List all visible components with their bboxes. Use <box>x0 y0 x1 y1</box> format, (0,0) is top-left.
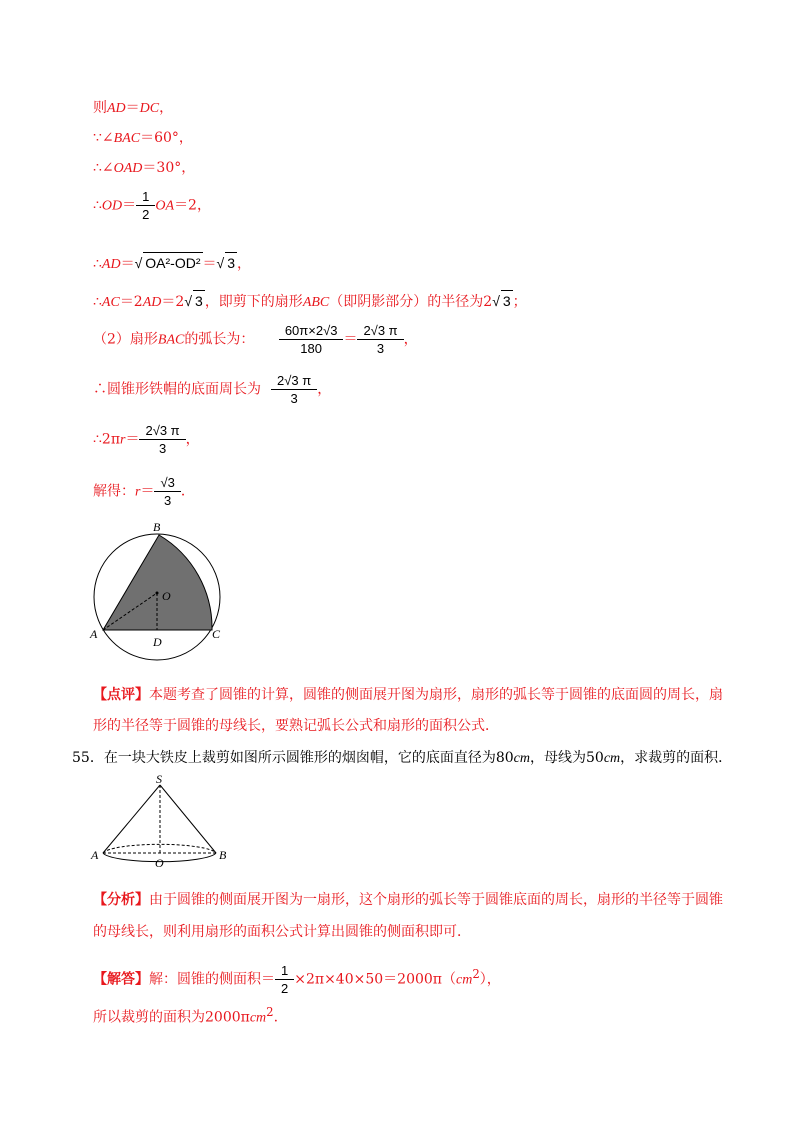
label-d: D <box>153 635 162 649</box>
solution-line-3: ∴∠OAD＝30°， <box>93 160 196 176</box>
fraction-arc-length: $\frac{60\pi\times 2√3}{180}$ <box>279 322 344 357</box>
comment-line-2: 形的半径等于圆锥的母线长，要熟记弧长公式和扇形的面积公式． <box>93 718 499 734</box>
label-b: B <box>153 520 161 534</box>
label-b2: B <box>219 848 227 862</box>
answer-line-1: 【解答】解：圆锥的侧面积＝ $\frac{1}{2}$ $\times 2\pi\times 40\times 50=2000\pi(cm^2)$， <box>93 963 501 996</box>
sqrt-symbol: √ <box>134 255 143 271</box>
shaded-sector <box>103 535 212 630</box>
solution-line-6: ∴AC＝2AD＝2√ 3 ，即剪下的扇形ABC（即阴影部分）的半径为2√ 3 ； <box>93 290 527 313</box>
analysis-line-1: 【分析】由于圆锥的侧面展开图为一扇形，这个扇形的弧长等于圆锥底面的周长，扇形的半径等于圆锥 <box>93 892 723 908</box>
solution-line-10: 解得：r＝ $\frac{√3}{3}$ ． <box>93 475 195 508</box>
label-a: A <box>90 627 98 641</box>
slant-left <box>103 785 160 853</box>
slant-right <box>160 785 216 853</box>
answer-line-2: 所以裁剪的面积为2000πcm$^2$. <box>93 1005 279 1026</box>
fraction-result: $\frac{2√3 \pi}{3}$ <box>357 322 403 357</box>
solution-line-7: （2）扇形BAC的弧长为： $\frac{60\pi\times 2√3}{180}$ ＝ $\frac{2√3 \pi}{3}$ ， <box>93 323 418 356</box>
solution-line-8: ∴圆锥形铁帽的底面周长为 $\frac{2√3 \pi}{3}$ ， <box>93 373 332 406</box>
fraction-half-answer: $\frac{1}{2}$ <box>275 962 294 997</box>
label-o: O <box>162 589 171 603</box>
solution-line-9: ∴2πr＝ $\frac{2√3 \pi}{3}$ ， <box>93 423 200 456</box>
fraction-radius: $\frac{√3}{3}$ <box>154 474 180 509</box>
fraction-half: $\frac{1}{2}$ <box>136 188 155 223</box>
label-o2: O <box>155 856 164 870</box>
label-c: C <box>212 627 221 641</box>
fraction-equation: $\frac{2√3 \pi}{3}$ <box>139 422 185 457</box>
problem-55: 55．在一块大铁皮上裁剪如图所示圆锥形的烟囱帽，它的底面直径为80cm，母线为50cm，求裁剪的面积． <box>72 750 733 766</box>
figure-circle-sector <box>85 520 245 670</box>
comment-line-1: 【点评】本题考查了圆锥的计算，圆锥的侧面展开图为扇形，扇形的弧长等于圆锥的底面圆的周长，扇 <box>93 687 723 703</box>
solution-line-1: 则AD＝DC， <box>93 100 174 116</box>
label-a2: A <box>91 848 99 862</box>
figure-cone <box>88 775 238 870</box>
fraction-perimeter: $\frac{2√3 \pi}{3}$ <box>271 372 317 407</box>
sqrt-oa-od: OA²-OD² <box>143 252 202 273</box>
solution-line-4: ∴OD＝ $\frac{1}{2}$ OA＝2， <box>93 189 211 222</box>
analysis-line-2: 的母线长，则利用扇形的面积公式计算出圆锥的侧面积即可． <box>93 924 471 940</box>
solution-line-2: ∵∠BAC＝60°， <box>93 130 193 146</box>
label-s: S <box>156 775 162 786</box>
solution-line-5: ∴AD＝√ OA²-OD² ＝√ 3 ， <box>93 252 251 275</box>
